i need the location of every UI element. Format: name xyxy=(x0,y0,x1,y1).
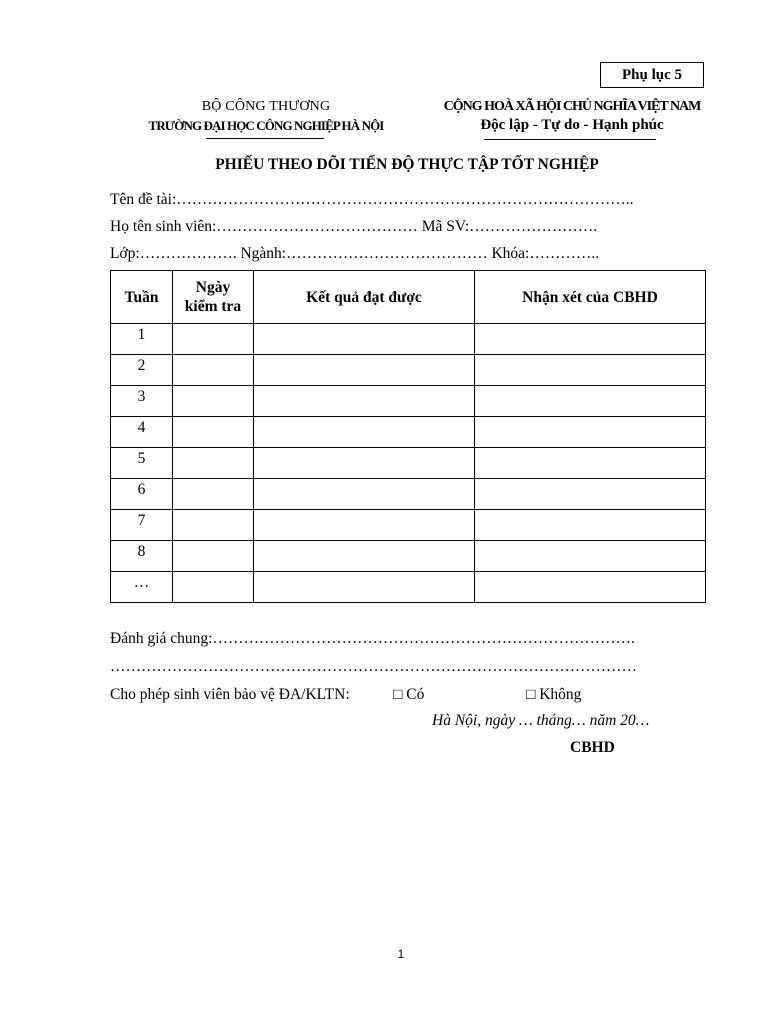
check-date-cell[interactable] xyxy=(173,479,254,510)
defense-no-checkbox[interactable]: □ Không xyxy=(526,686,582,703)
comment-cell[interactable] xyxy=(475,355,706,386)
result-cell[interactable] xyxy=(254,386,475,417)
form-title: PHIẾU THEO DÕI TIẾN ĐỘ THỰC TẬP TỐT NGHIỆP xyxy=(215,156,599,173)
week-cell: 1 xyxy=(111,324,173,355)
result-cell[interactable] xyxy=(254,417,475,448)
table-row xyxy=(111,541,706,572)
check-date-cell[interactable] xyxy=(173,417,254,448)
comment-cell[interactable] xyxy=(475,510,706,541)
comment-cell[interactable] xyxy=(475,324,706,355)
week-cell: … xyxy=(111,572,173,603)
comment-cell[interactable] xyxy=(475,448,706,479)
ministry-name: BỘ CÔNG THƯƠNG xyxy=(201,99,331,114)
result-cell[interactable] xyxy=(254,448,475,479)
table-row xyxy=(111,386,706,417)
week-cell: 4 xyxy=(111,417,173,448)
class-major-course-field[interactable]: Lớp:………………. Ngành:………………………………… Khóa:………….. xyxy=(110,245,600,262)
header-left-underline xyxy=(206,138,324,139)
header-check-date xyxy=(173,271,254,324)
result-cell[interactable] xyxy=(254,324,475,355)
defense-yes-checkbox[interactable]: □ Có xyxy=(393,686,425,703)
table-row xyxy=(111,355,706,386)
date-place-line: Hà Nội, ngày … tháng… năm 20… xyxy=(432,712,650,729)
check-date-cell[interactable] xyxy=(173,324,254,355)
result-cell[interactable] xyxy=(254,541,475,572)
table-row xyxy=(111,324,706,355)
header-check-date-line1: Ngày xyxy=(195,279,231,296)
result-cell[interactable] xyxy=(254,572,475,603)
check-date-cell[interactable] xyxy=(173,510,254,541)
signer-title: CBHD xyxy=(570,739,615,756)
comment-cell[interactable] xyxy=(475,541,706,572)
table-row xyxy=(111,479,706,510)
week-cell: 3 xyxy=(111,386,173,417)
check-date-cell[interactable] xyxy=(173,572,254,603)
comment-cell[interactable] xyxy=(475,386,706,417)
week-cell: 7 xyxy=(111,510,173,541)
week-cell: 8 xyxy=(111,541,173,572)
result-cell[interactable] xyxy=(254,479,475,510)
week-cell: 6 xyxy=(111,479,173,510)
table-header-row xyxy=(111,271,706,324)
general-evaluation-field[interactable]: Đánh giá chung:………………………………………………………………………. xyxy=(110,630,635,647)
result-cell[interactable] xyxy=(254,355,475,386)
republic-name: CỘNG HOÀ XÃ HỘI CHỦ NGHĨA VIỆT NAM xyxy=(443,99,701,114)
check-date-cell[interactable] xyxy=(173,386,254,417)
check-date-cell[interactable] xyxy=(173,541,254,572)
check-date-cell[interactable] xyxy=(173,448,254,479)
header-week: Tuần xyxy=(111,271,173,324)
progress-table xyxy=(110,270,706,603)
topic-field[interactable]: Tên đề tài:…………………………………………………………………………….. xyxy=(110,191,634,208)
header-comment: Nhận xét của CBHD xyxy=(475,271,706,324)
table-row xyxy=(111,572,706,603)
week-cell: 2 xyxy=(111,355,173,386)
check-date-cell[interactable] xyxy=(173,355,254,386)
header-right-underline xyxy=(484,139,656,140)
header-check-date-line2: kiểm tra xyxy=(184,298,242,315)
evaluation-continuation-line[interactable]: ………………………………………………………………………………………… xyxy=(110,658,637,675)
week-cell: 5 xyxy=(111,448,173,479)
table-row xyxy=(111,448,706,479)
appendix-label: Phụ lục 5 xyxy=(600,62,704,88)
page-number: 1 xyxy=(397,947,405,961)
table-row xyxy=(111,510,706,541)
comment-cell[interactable] xyxy=(475,417,706,448)
defense-permission-label: Cho phép sinh viên bảo vệ ĐA/KLTN: xyxy=(110,686,350,703)
table-row xyxy=(111,417,706,448)
header-result: Kết quả đạt được xyxy=(254,271,475,324)
university-name: TRƯỜNG ĐẠI HỌC CÔNG NGHIỆP HÀ NỘI xyxy=(148,118,384,133)
result-cell[interactable] xyxy=(254,510,475,541)
student-name-field[interactable]: Họ tên sinh viên:………………………………… Mã SV:……………………. xyxy=(110,218,598,235)
comment-cell[interactable] xyxy=(475,479,706,510)
comment-cell[interactable] xyxy=(475,572,706,603)
national-motto: Độc lập - Tự do - Hạnh phúc xyxy=(480,117,664,133)
